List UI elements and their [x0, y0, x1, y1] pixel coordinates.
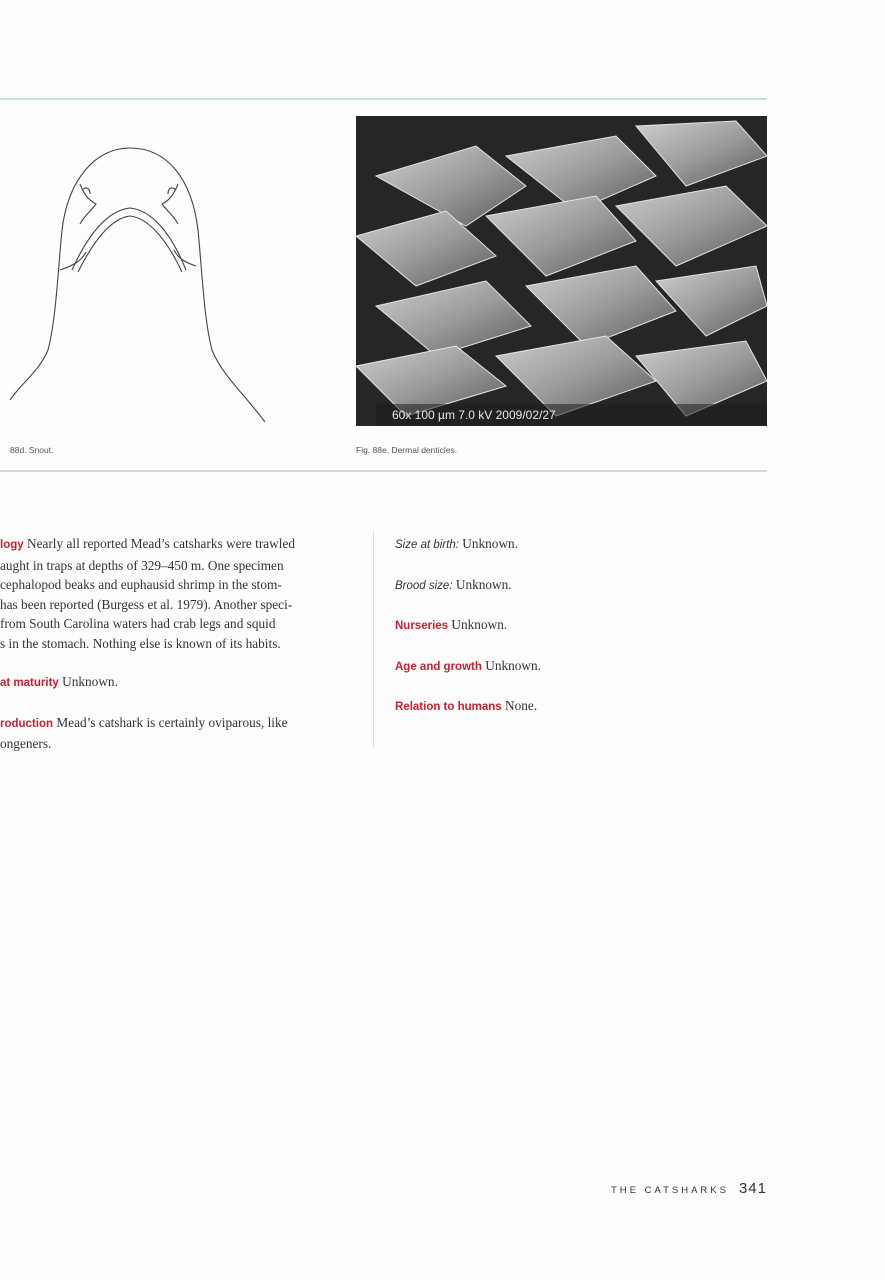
text-line: cephalopod beaks and euphausid shrimp in the stom-: [0, 577, 282, 592]
text-line: Unknown.: [62, 674, 118, 689]
snout-caption: 88d. Snout.: [10, 445, 54, 455]
page-number: 341: [738, 1180, 767, 1197]
text-line: ongeners.: [0, 736, 52, 751]
size-at-birth-paragraph: [395, 534, 775, 556]
relation-to-humans-paragraph: [395, 696, 775, 718]
age-and-growth-heading: Age and growth: [395, 660, 482, 673]
brood-size-paragraph: [395, 575, 775, 597]
text-line: Mead’s catshark is certainly oviparous, like: [56, 714, 288, 730]
sem-info-bar: 60x 100 µm 7.0 kV 2009/02/27: [376, 404, 767, 426]
relation-to-humans-heading: Relation to humans: [395, 701, 502, 713]
column-divider: [373, 530, 374, 748]
text-line: from South Carolina waters had crab legs and squid: [0, 616, 276, 631]
size-at-birth-heading: Size at birth:: [395, 539, 459, 551]
text-line: has been reported (Burgess et al. 1979). Another speci-: [0, 596, 293, 612]
left-text-column: [0, 534, 362, 754]
text-line: None.: [505, 698, 538, 713]
text-line: s in the stomach. Nothing else is known of its habits.: [0, 635, 281, 651]
age-and-growth-paragraph: [395, 656, 775, 678]
page-footer: [611, 1180, 767, 1197]
size-at-maturity-paragraph: [0, 672, 362, 694]
denticles-texture: [356, 116, 767, 426]
nurseries-paragraph: [395, 615, 775, 637]
text-line: Unknown.: [462, 536, 519, 551]
bottom-rule: [0, 470, 767, 472]
top-rule: [0, 98, 767, 100]
text-line: Unknown.: [451, 617, 508, 632]
nurseries-heading: Nurseries: [395, 620, 449, 632]
denticles-caption: Fig. 88e. Dermal denticles.: [356, 445, 458, 455]
snout-illustration: [0, 120, 300, 430]
text-line: aught in traps at depths of 329–450 m. One specimen: [0, 557, 284, 573]
denticles-micrograph: [356, 116, 767, 426]
biology-heading: logy: [0, 539, 24, 551]
reproduction-heading: roduction: [0, 717, 54, 730]
text-line: Unknown.: [485, 657, 541, 673]
size-at-maturity-heading: at maturity: [0, 677, 59, 689]
right-text-column: [395, 534, 775, 718]
text-line: Unknown.: [455, 576, 512, 592]
brood-size-heading: Brood size:: [395, 579, 453, 592]
biology-paragraph: [0, 534, 362, 653]
running-head: THE CATSHARKS: [610, 1185, 729, 1196]
text-line: Nearly all reported Mead’s catsharks were trawled: [26, 536, 296, 551]
reproduction-paragraph: [0, 713, 362, 754]
